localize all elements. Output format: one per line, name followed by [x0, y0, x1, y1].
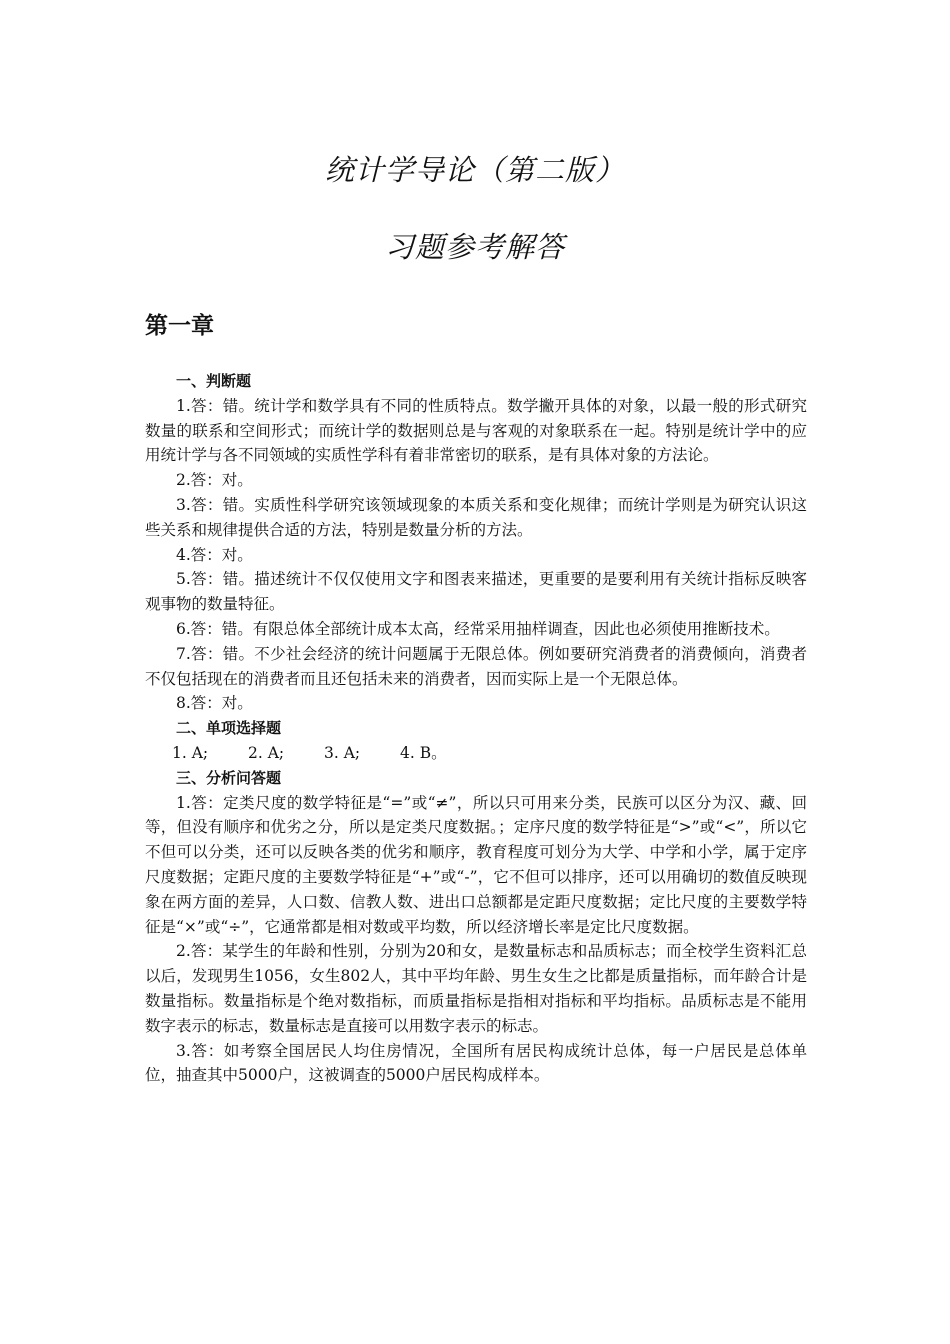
answer-paragraph: 6.答：错。有限总体全部统计成本太高，经常采用抽样调查，因此也必须使用推断技术。 [176, 619, 780, 638]
section-heading-true-false: 一、判断题 [176, 372, 252, 390]
answer-paragraph: 8.答：对。 [176, 694, 253, 713]
answer-paragraph: 4.答：对。 [176, 545, 253, 564]
document-body [145, 369, 807, 1088]
choice-answer: 3. A; [324, 743, 361, 762]
document-subtitle: 习题参考解答 [384, 230, 565, 264]
answer-paragraph: 5.答：错。描述统计不仅仅使用文字和图表来描述，更重要的是要利用有关统计指标反映客观事物的数量特征。 [145, 570, 807, 614]
choice-answer: 1. A; [172, 743, 209, 762]
answer-paragraph: 3.答：错。实质性科学研究该领域现象的本质关系和变化规律；而统计学则是为研究认识这些关系和规律提供合适的方法，特别是数量分析的方法。 [145, 495, 807, 539]
document-title: 统计学导论（第二版） [324, 153, 625, 187]
answer-paragraph: 2.答：对。 [176, 471, 253, 490]
answer-paragraph: 2.答：某学生的年龄和性别，分别为20和女，是数量标志和品质标志；而全校学生资料汇总以后，发现男生1056，女生802人，其中平均年龄、男生女生之比都是质量指标，而年龄合计是数量指标。数量指标是个绝对数指标，而质量指标是指相对指标和平均指标。品质标志是不能用数字表示的标志，数量标志是直接可以用数字表示的标志。 [145, 942, 807, 1035]
answer-paragraph: 7.答：错。不少社会经济的统计问题属于无限总体。例如要研究消费者的消费倾向，消费者不仅包括现在的消费者而且还包括未来的消费者，因而实际上是一个无限总体。 [145, 644, 807, 688]
answer-paragraph: 3.答：如考察全国居民人均住房情况，全国所有居民构成统计总体，每一户居民是总体单位，抽查其中5000户，这被调查的5000户居民构成样本。 [145, 1041, 807, 1085]
chapter-heading: 第一章 [145, 313, 214, 339]
section-heading-multiple-choice: 二、单项选择题 [176, 719, 282, 738]
section-heading-analysis: 三、分析问答题 [176, 768, 282, 787]
answer-paragraph: 1.答：错。统计学和数学具有不同的性质特点。数学撇开具体的对象，以最一般的形式研究数量的联系和空间形式；而统计学的数据则总是与客观的对象联系在一起。特别是统计学中的应用统计学与各不同领域的实质性学科有着非常密切的联系，是有具体对象的方法论。 [145, 396, 807, 465]
choice-answer: 4. B。 [400, 743, 447, 762]
choice-answer: 2. A; [248, 743, 285, 762]
multiple-choice-answers [145, 741, 807, 766]
answer-paragraph: 1.答：定类尺度的数学特征是“=”或“≠”，所以只可用来分类，民族可以区分为汉、藏、回等，但没有顺序和优劣之分，所以是定类尺度数据。；定序尺度的数学特征是“>”或“<”，所以它不但可以分类，还可以反映各类的优劣和顺序，教育程度可划分为大学、中学和小学，属于定序尺度数据；定距尺度的主要数学特征是“+”或“-”，它不但可以排序，还可以用确切的数值反映现象在两方面的差异，人口数、信教人数、进出口总额都是定距尺度数据；定比尺度的主要数学特征是“×”或“÷”，它通常都是相对数或平均数，所以经济增长率是定比尺度数据。 [145, 793, 807, 936]
